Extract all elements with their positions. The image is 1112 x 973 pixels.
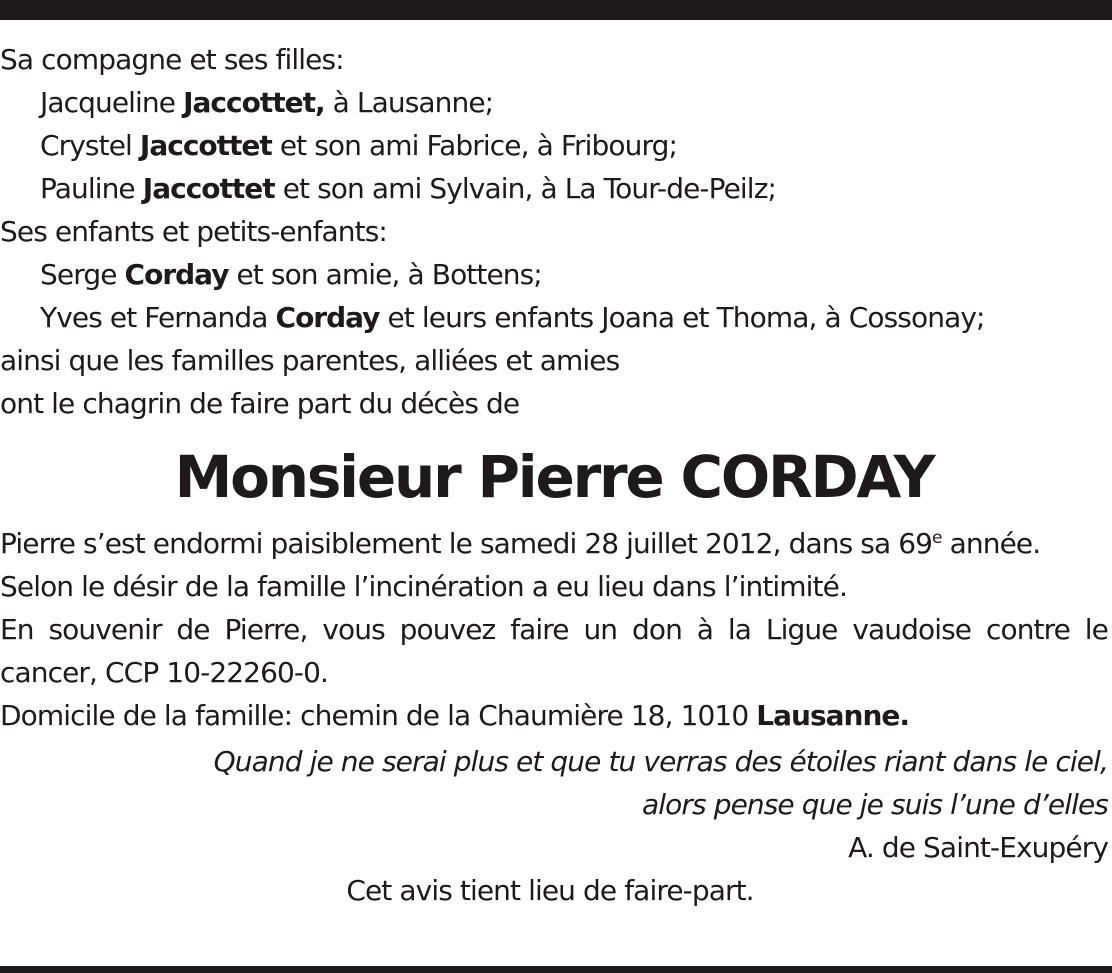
mourner-line bbox=[0, 296, 1108, 339]
mourner-line bbox=[0, 253, 1108, 296]
top-rule bbox=[0, 0, 1112, 20]
death-text-end: année. bbox=[949, 527, 1041, 560]
cremation-paragraph: Selon le désir de la famille l’incinération a eu lieu dans l’intimité. bbox=[0, 570, 847, 603]
mourner-first-name: Serge bbox=[40, 258, 117, 291]
mourner-line bbox=[0, 81, 1108, 124]
mourner-surname: Jaccottet bbox=[142, 172, 275, 205]
death-text: Pierre s’est endormi paisiblement le samedi 28 juillet 2012, dans sa 69 bbox=[0, 527, 933, 560]
mourner-surname: Corday bbox=[124, 258, 229, 291]
mourner-detail: et leurs enfants Joana et Thoma, à Cossonay; bbox=[387, 301, 985, 334]
relatives-line: ainsi que les familles parentes, alliées et amies bbox=[0, 344, 620, 377]
domicile-address: Domicile de la famille: chemin de la Chaumière 18, 1010 bbox=[0, 699, 749, 732]
mourner-first-name: Jacqueline bbox=[40, 86, 176, 119]
mourner-detail: et son ami Fabrice, à Fribourg; bbox=[279, 129, 677, 162]
mourner-first-name: Pauline bbox=[40, 172, 135, 205]
ordinal-suffix: e bbox=[932, 528, 942, 548]
quote-author: A. de Saint-Exupéry bbox=[848, 831, 1108, 864]
mourner-surname: Jaccottet, bbox=[183, 86, 325, 119]
children-intro: Ses enfants et petits-enfants: bbox=[0, 215, 387, 248]
domicile-city: Lausanne. bbox=[756, 699, 910, 732]
mourner-surname: Corday bbox=[275, 301, 380, 334]
donation-paragraph: En souvenir de Pierre, vous pouvez faire un don à la Ligue vaudoise contre le cancer, CCP 10-22260-0. bbox=[0, 613, 1108, 689]
family-intro: Sa compagne et ses filles: bbox=[0, 43, 344, 76]
domicile-paragraph bbox=[0, 694, 1108, 737]
mourner-first-name: Yves et Fernanda bbox=[40, 301, 268, 334]
death-paragraph bbox=[0, 522, 1108, 565]
deceased-name: Monsieur Pierre CORDAY bbox=[174, 443, 934, 511]
mourner-detail: et son amie, à Bottens; bbox=[236, 258, 542, 291]
closing-line: Cet avis tient lieu de faire-part. bbox=[346, 874, 754, 907]
mourner-detail: et son ami Sylvain, à La Tour-de-Peilz; bbox=[282, 172, 777, 205]
quote-line: alors pense que je suis l’une d’elles bbox=[642, 788, 1108, 821]
mourner-first-name: Crystel bbox=[40, 129, 132, 162]
announcement-line: ont le chagrin de faire part du décès de bbox=[0, 387, 520, 420]
mourner-line bbox=[0, 167, 1108, 210]
bottom-rule bbox=[0, 966, 1112, 973]
mourner-detail: à Lausanne; bbox=[332, 86, 494, 119]
mourner-surname: Jaccottet bbox=[139, 129, 272, 162]
quote-line: Quand je ne serai plus et que tu verras des étoiles riant dans le ciel, bbox=[213, 745, 1108, 778]
mourner-line bbox=[0, 124, 1108, 167]
obituary-notice bbox=[0, 38, 1108, 912]
